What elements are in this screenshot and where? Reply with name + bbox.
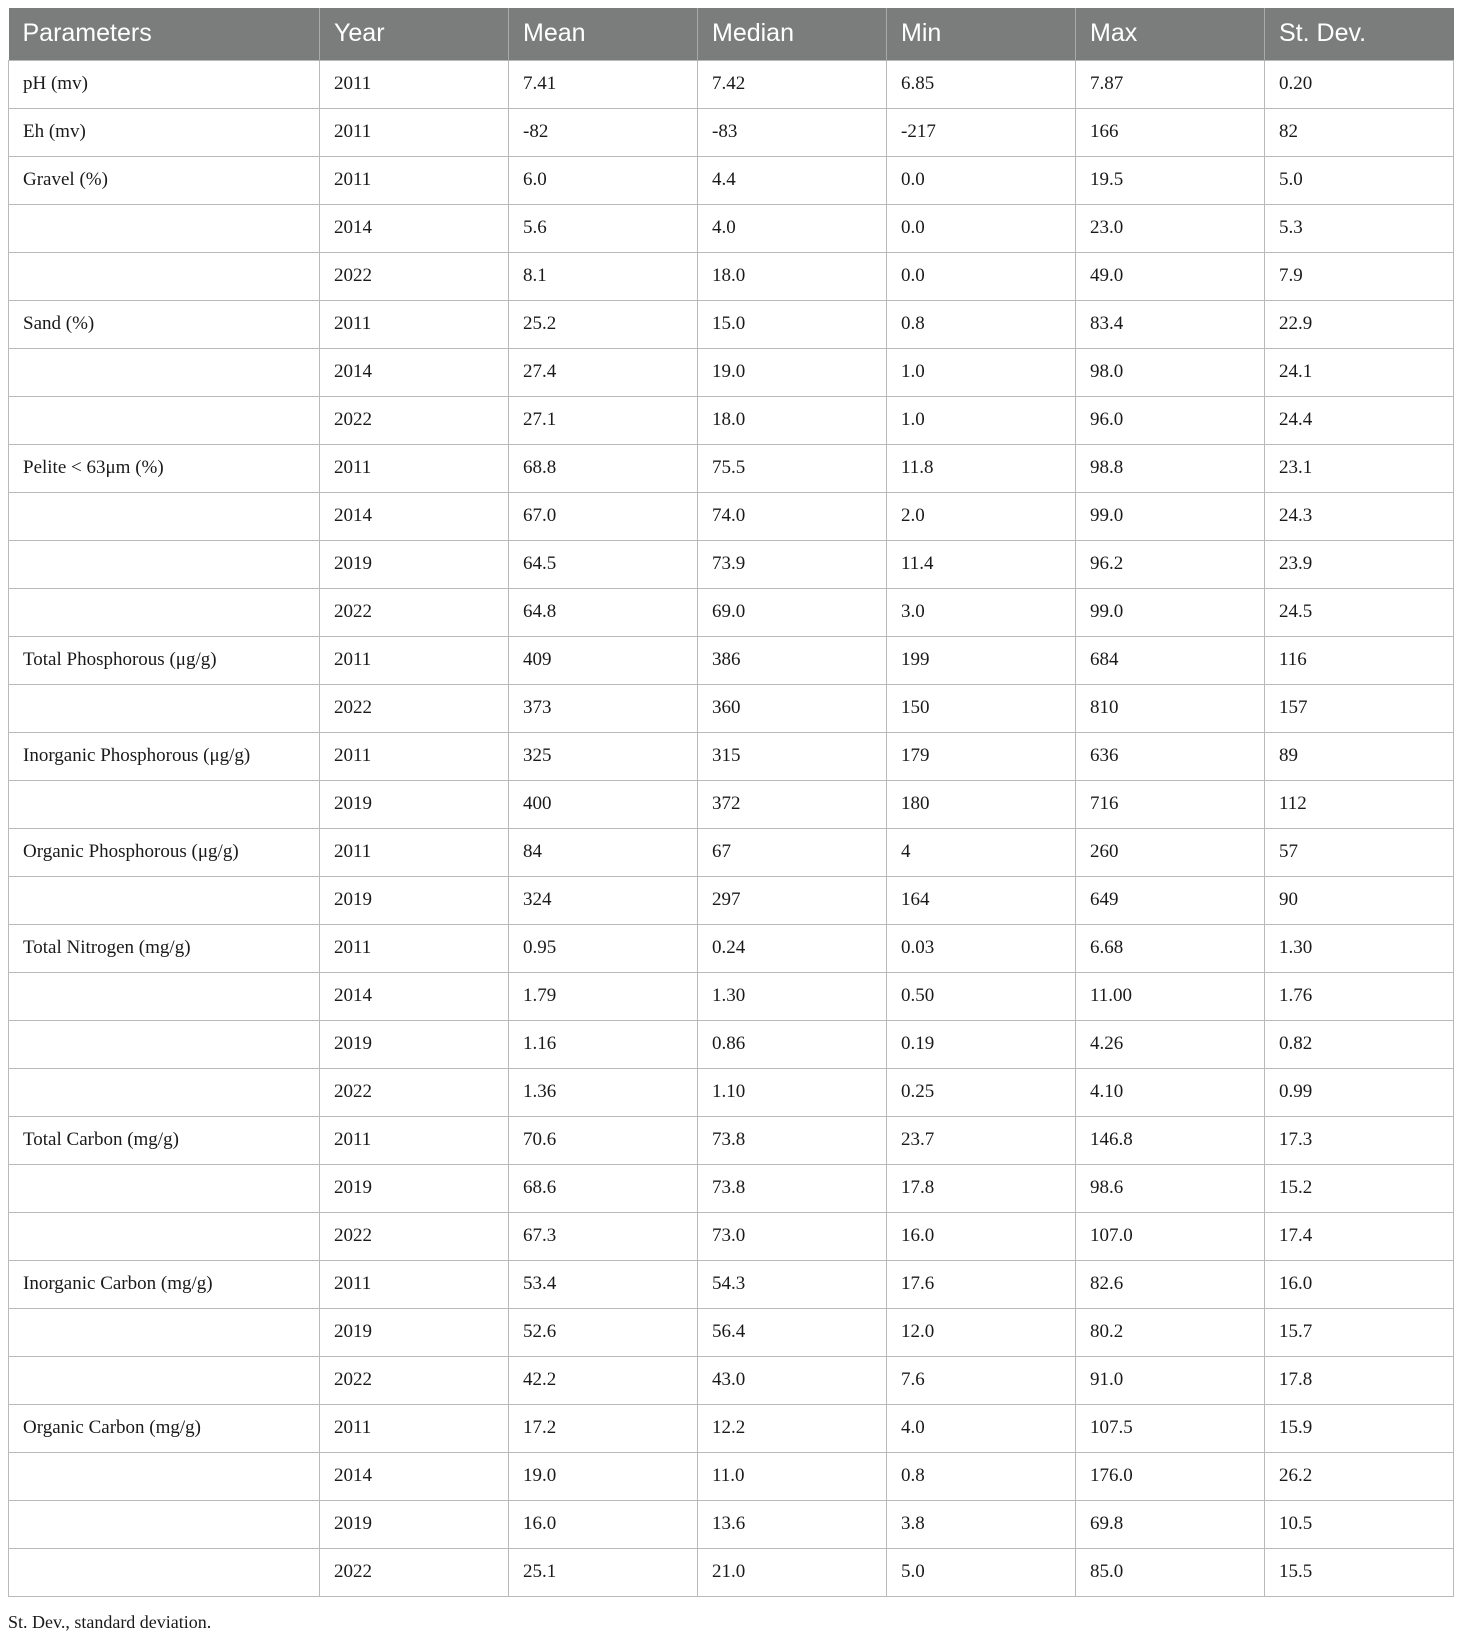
- cell-min: 0.50: [887, 972, 1076, 1020]
- cell-parameters: [9, 252, 320, 300]
- table-row: [9, 492, 1454, 540]
- cell-parameters: [9, 780, 320, 828]
- cell-mean: -82: [509, 108, 698, 156]
- cell-max: 98.0: [1076, 348, 1265, 396]
- cell-min: 180: [887, 780, 1076, 828]
- cell-parameters: [9, 876, 320, 924]
- cell-median: 7.42: [698, 60, 887, 108]
- cell-year: 2014: [320, 204, 509, 252]
- cell-st-dev: 24.3: [1265, 492, 1454, 540]
- cell-year: 2011: [320, 1260, 509, 1308]
- cell-st-dev: 24.1: [1265, 348, 1454, 396]
- cell-median: 73.9: [698, 540, 887, 588]
- cell-parameters: Inorganic Phosphorous (μg/g): [9, 732, 320, 780]
- cell-median: 75.5: [698, 444, 887, 492]
- cell-min: 179: [887, 732, 1076, 780]
- cell-parameters: Organic Carbon (mg/g): [9, 1404, 320, 1452]
- cell-max: 91.0: [1076, 1356, 1265, 1404]
- cell-year: 2022: [320, 1068, 509, 1116]
- cell-mean: 1.36: [509, 1068, 698, 1116]
- cell-mean: 52.6: [509, 1308, 698, 1356]
- cell-max: 83.4: [1076, 300, 1265, 348]
- cell-max: 636: [1076, 732, 1265, 780]
- cell-min: 11.4: [887, 540, 1076, 588]
- table-row: [9, 300, 1454, 348]
- cell-mean: 68.8: [509, 444, 698, 492]
- cell-mean: 67.3: [509, 1212, 698, 1260]
- cell-year: 2019: [320, 1020, 509, 1068]
- cell-year: 2022: [320, 252, 509, 300]
- table-row: [9, 1164, 1454, 1212]
- cell-median: 1.30: [698, 972, 887, 1020]
- cell-mean: 409: [509, 636, 698, 684]
- cell-parameters: [9, 492, 320, 540]
- cell-median: 54.3: [698, 1260, 887, 1308]
- cell-st-dev: 15.5: [1265, 1548, 1454, 1596]
- cell-year: 2011: [320, 636, 509, 684]
- column-header-st-dev: St. Dev.: [1265, 8, 1454, 60]
- cell-max: 4.26: [1076, 1020, 1265, 1068]
- cell-year: 2019: [320, 1164, 509, 1212]
- table-body: [9, 60, 1454, 1596]
- cell-year: 2011: [320, 60, 509, 108]
- table-row: [9, 1452, 1454, 1500]
- cell-median: 372: [698, 780, 887, 828]
- cell-min: -217: [887, 108, 1076, 156]
- cell-year: 2011: [320, 732, 509, 780]
- cell-st-dev: 24.5: [1265, 588, 1454, 636]
- cell-min: 3.8: [887, 1500, 1076, 1548]
- cell-min: 0.0: [887, 204, 1076, 252]
- cell-min: 7.6: [887, 1356, 1076, 1404]
- cell-min: 1.0: [887, 396, 1076, 444]
- cell-mean: 25.2: [509, 300, 698, 348]
- cell-parameters: Sand (%): [9, 300, 320, 348]
- column-header-year: Year: [320, 8, 509, 60]
- cell-year: 2019: [320, 876, 509, 924]
- cell-median: 56.4: [698, 1308, 887, 1356]
- cell-parameters: Pelite < 63μm (%): [9, 444, 320, 492]
- table-row: [9, 252, 1454, 300]
- cell-min: 0.03: [887, 924, 1076, 972]
- cell-min: 164: [887, 876, 1076, 924]
- table-row: [9, 1308, 1454, 1356]
- cell-max: 649: [1076, 876, 1265, 924]
- table-row: [9, 780, 1454, 828]
- table-row: [9, 156, 1454, 204]
- cell-max: 176.0: [1076, 1452, 1265, 1500]
- cell-parameters: [9, 1548, 320, 1596]
- cell-year: 2014: [320, 1452, 509, 1500]
- cell-mean: 8.1: [509, 252, 698, 300]
- cell-median: 0.86: [698, 1020, 887, 1068]
- cell-max: 810: [1076, 684, 1265, 732]
- cell-st-dev: 82: [1265, 108, 1454, 156]
- cell-parameters: Organic Phosphorous (μg/g): [9, 828, 320, 876]
- cell-median: 69.0: [698, 588, 887, 636]
- cell-st-dev: 1.30: [1265, 924, 1454, 972]
- cell-min: 23.7: [887, 1116, 1076, 1164]
- statistics-table: [8, 8, 1454, 1597]
- cell-median: 21.0: [698, 1548, 887, 1596]
- cell-min: 0.25: [887, 1068, 1076, 1116]
- cell-st-dev: 22.9: [1265, 300, 1454, 348]
- cell-max: 6.68: [1076, 924, 1265, 972]
- table-row: [9, 1260, 1454, 1308]
- cell-min: 0.19: [887, 1020, 1076, 1068]
- cell-parameters: [9, 588, 320, 636]
- cell-max: 260: [1076, 828, 1265, 876]
- cell-st-dev: 15.2: [1265, 1164, 1454, 1212]
- table-row: [9, 108, 1454, 156]
- cell-max: 11.00: [1076, 972, 1265, 1020]
- cell-year: 2022: [320, 396, 509, 444]
- cell-median: 73.8: [698, 1116, 887, 1164]
- cell-st-dev: 24.4: [1265, 396, 1454, 444]
- cell-st-dev: 23.9: [1265, 540, 1454, 588]
- cell-median: 73.8: [698, 1164, 887, 1212]
- cell-mean: 0.95: [509, 924, 698, 972]
- cell-median: 74.0: [698, 492, 887, 540]
- cell-max: 96.2: [1076, 540, 1265, 588]
- cell-max: 69.8: [1076, 1500, 1265, 1548]
- cell-min: 150: [887, 684, 1076, 732]
- cell-year: 2022: [320, 1356, 509, 1404]
- cell-st-dev: 15.7: [1265, 1308, 1454, 1356]
- cell-min: 4.0: [887, 1404, 1076, 1452]
- cell-year: 2022: [320, 588, 509, 636]
- table-row: [9, 972, 1454, 1020]
- data-table-container: [8, 8, 1453, 1597]
- column-header-min: Min: [887, 8, 1076, 60]
- cell-mean: 70.6: [509, 1116, 698, 1164]
- cell-parameters: [9, 396, 320, 444]
- table-row: [9, 1212, 1454, 1260]
- table-row: [9, 1548, 1454, 1596]
- cell-parameters: [9, 348, 320, 396]
- table-row: [9, 636, 1454, 684]
- cell-st-dev: 112: [1265, 780, 1454, 828]
- cell-st-dev: 0.99: [1265, 1068, 1454, 1116]
- cell-year: 2011: [320, 924, 509, 972]
- cell-year: 2019: [320, 1308, 509, 1356]
- cell-year: 2014: [320, 348, 509, 396]
- cell-year: 2022: [320, 1548, 509, 1596]
- cell-median: 0.24: [698, 924, 887, 972]
- table-row: [9, 540, 1454, 588]
- cell-max: 107.0: [1076, 1212, 1265, 1260]
- table-row: [9, 60, 1454, 108]
- cell-st-dev: 23.1: [1265, 444, 1454, 492]
- cell-median: 4.4: [698, 156, 887, 204]
- column-header-median: Median: [698, 8, 887, 60]
- cell-min: 2.0: [887, 492, 1076, 540]
- cell-mean: 53.4: [509, 1260, 698, 1308]
- cell-max: 19.5: [1076, 156, 1265, 204]
- table-row: [9, 204, 1454, 252]
- cell-st-dev: 16.0: [1265, 1260, 1454, 1308]
- cell-parameters: [9, 684, 320, 732]
- cell-median: 360: [698, 684, 887, 732]
- cell-mean: 17.2: [509, 1404, 698, 1452]
- cell-mean: 64.8: [509, 588, 698, 636]
- cell-min: 17.8: [887, 1164, 1076, 1212]
- table-row: [9, 924, 1454, 972]
- cell-max: 7.87: [1076, 60, 1265, 108]
- table-row: [9, 828, 1454, 876]
- cell-max: 82.6: [1076, 1260, 1265, 1308]
- cell-median: 67: [698, 828, 887, 876]
- cell-min: 0.0: [887, 252, 1076, 300]
- cell-min: 17.6: [887, 1260, 1076, 1308]
- cell-year: 2011: [320, 1404, 509, 1452]
- cell-min: 0.0: [887, 156, 1076, 204]
- cell-min: 0.8: [887, 300, 1076, 348]
- cell-year: 2019: [320, 540, 509, 588]
- table-row: [9, 684, 1454, 732]
- cell-year: 2022: [320, 1212, 509, 1260]
- cell-parameters: [9, 1356, 320, 1404]
- cell-max: 684: [1076, 636, 1265, 684]
- cell-st-dev: 57: [1265, 828, 1454, 876]
- cell-parameters: Total Carbon (mg/g): [9, 1116, 320, 1164]
- cell-st-dev: 17.8: [1265, 1356, 1454, 1404]
- cell-mean: 67.0: [509, 492, 698, 540]
- table-row: [9, 396, 1454, 444]
- cell-year: 2019: [320, 1500, 509, 1548]
- cell-median: 315: [698, 732, 887, 780]
- cell-median: 13.6: [698, 1500, 887, 1548]
- column-header-max: Max: [1076, 8, 1265, 60]
- column-header-mean: Mean: [509, 8, 698, 60]
- cell-year: 2011: [320, 300, 509, 348]
- cell-st-dev: 116: [1265, 636, 1454, 684]
- cell-mean: 84: [509, 828, 698, 876]
- cell-mean: 7.41: [509, 60, 698, 108]
- cell-min: 0.8: [887, 1452, 1076, 1500]
- cell-parameters: [9, 1452, 320, 1500]
- cell-max: 166: [1076, 108, 1265, 156]
- header-row: [9, 8, 1454, 60]
- cell-parameters: [9, 1068, 320, 1116]
- table-row: [9, 588, 1454, 636]
- cell-median: 18.0: [698, 252, 887, 300]
- cell-median: 386: [698, 636, 887, 684]
- cell-median: 4.0: [698, 204, 887, 252]
- cell-st-dev: 5.3: [1265, 204, 1454, 252]
- cell-min: 5.0: [887, 1548, 1076, 1596]
- cell-mean: 325: [509, 732, 698, 780]
- cell-max: 98.8: [1076, 444, 1265, 492]
- cell-median: 297: [698, 876, 887, 924]
- cell-mean: 1.16: [509, 1020, 698, 1068]
- cell-st-dev: 89: [1265, 732, 1454, 780]
- cell-parameters: [9, 1500, 320, 1548]
- cell-min: 11.8: [887, 444, 1076, 492]
- cell-st-dev: 17.4: [1265, 1212, 1454, 1260]
- cell-st-dev: 17.3: [1265, 1116, 1454, 1164]
- table-row: [9, 444, 1454, 492]
- cell-median: 19.0: [698, 348, 887, 396]
- cell-mean: 6.0: [509, 156, 698, 204]
- cell-median: 12.2: [698, 1404, 887, 1452]
- cell-st-dev: 90: [1265, 876, 1454, 924]
- cell-mean: 324: [509, 876, 698, 924]
- cell-mean: 373: [509, 684, 698, 732]
- cell-mean: 27.1: [509, 396, 698, 444]
- table-row: [9, 1356, 1454, 1404]
- cell-mean: 64.5: [509, 540, 698, 588]
- cell-parameters: Total Nitrogen (mg/g): [9, 924, 320, 972]
- cell-year: 2011: [320, 108, 509, 156]
- table-row: [9, 1500, 1454, 1548]
- table-row: [9, 1068, 1454, 1116]
- table-row: [9, 1116, 1454, 1164]
- cell-st-dev: 0.20: [1265, 60, 1454, 108]
- table-row: [9, 1020, 1454, 1068]
- cell-st-dev: 7.9: [1265, 252, 1454, 300]
- cell-max: 99.0: [1076, 492, 1265, 540]
- cell-parameters: [9, 1212, 320, 1260]
- table-row: [9, 876, 1454, 924]
- cell-median: 73.0: [698, 1212, 887, 1260]
- cell-st-dev: 10.5: [1265, 1500, 1454, 1548]
- column-header-parameters: Parameters: [9, 8, 320, 60]
- cell-parameters: [9, 1164, 320, 1212]
- cell-max: 146.8: [1076, 1116, 1265, 1164]
- cell-mean: 400: [509, 780, 698, 828]
- cell-parameters: pH (mv): [9, 60, 320, 108]
- cell-min: 3.0: [887, 588, 1076, 636]
- table-header: [9, 8, 1454, 60]
- cell-parameters: Inorganic Carbon (mg/g): [9, 1260, 320, 1308]
- cell-year: 2014: [320, 492, 509, 540]
- cell-max: 4.10: [1076, 1068, 1265, 1116]
- cell-mean: 1.79: [509, 972, 698, 1020]
- cell-parameters: [9, 972, 320, 1020]
- cell-year: 2022: [320, 684, 509, 732]
- cell-year: 2011: [320, 1116, 509, 1164]
- cell-min: 12.0: [887, 1308, 1076, 1356]
- cell-min: 199: [887, 636, 1076, 684]
- cell-st-dev: 157: [1265, 684, 1454, 732]
- cell-mean: 25.1: [509, 1548, 698, 1596]
- cell-mean: 16.0: [509, 1500, 698, 1548]
- cell-max: 716: [1076, 780, 1265, 828]
- cell-year: 2011: [320, 828, 509, 876]
- cell-mean: 5.6: [509, 204, 698, 252]
- cell-median: 11.0: [698, 1452, 887, 1500]
- cell-st-dev: 26.2: [1265, 1452, 1454, 1500]
- cell-median: 1.10: [698, 1068, 887, 1116]
- cell-year: 2019: [320, 780, 509, 828]
- cell-max: 96.0: [1076, 396, 1265, 444]
- cell-parameters: [9, 1308, 320, 1356]
- cell-median: 15.0: [698, 300, 887, 348]
- cell-min: 1.0: [887, 348, 1076, 396]
- table-row: [9, 348, 1454, 396]
- cell-st-dev: 5.0: [1265, 156, 1454, 204]
- cell-parameters: [9, 1020, 320, 1068]
- cell-parameters: Gravel (%): [9, 156, 320, 204]
- cell-median: -83: [698, 108, 887, 156]
- cell-min: 6.85: [887, 60, 1076, 108]
- cell-max: 107.5: [1076, 1404, 1265, 1452]
- cell-st-dev: 0.82: [1265, 1020, 1454, 1068]
- cell-year: 2011: [320, 444, 509, 492]
- cell-median: 18.0: [698, 396, 887, 444]
- cell-st-dev: 15.9: [1265, 1404, 1454, 1452]
- cell-parameters: [9, 540, 320, 588]
- table-row: [9, 732, 1454, 780]
- cell-min: 4: [887, 828, 1076, 876]
- cell-mean: 42.2: [509, 1356, 698, 1404]
- cell-max: 85.0: [1076, 1548, 1265, 1596]
- cell-parameters: Total Phosphorous (μg/g): [9, 636, 320, 684]
- cell-parameters: [9, 204, 320, 252]
- cell-max: 99.0: [1076, 588, 1265, 636]
- cell-mean: 68.6: [509, 1164, 698, 1212]
- cell-max: 23.0: [1076, 204, 1265, 252]
- cell-year: 2014: [320, 972, 509, 1020]
- cell-max: 80.2: [1076, 1308, 1265, 1356]
- table-footnote: St. Dev., standard deviation.: [8, 1612, 212, 1632]
- cell-max: 49.0: [1076, 252, 1265, 300]
- cell-parameters: Eh (mv): [9, 108, 320, 156]
- cell-median: 43.0: [698, 1356, 887, 1404]
- cell-st-dev: 1.76: [1265, 972, 1454, 1020]
- cell-max: 98.6: [1076, 1164, 1265, 1212]
- cell-mean: 19.0: [509, 1452, 698, 1500]
- cell-year: 2011: [320, 156, 509, 204]
- cell-mean: 27.4: [509, 348, 698, 396]
- table-row: [9, 1404, 1454, 1452]
- cell-min: 16.0: [887, 1212, 1076, 1260]
